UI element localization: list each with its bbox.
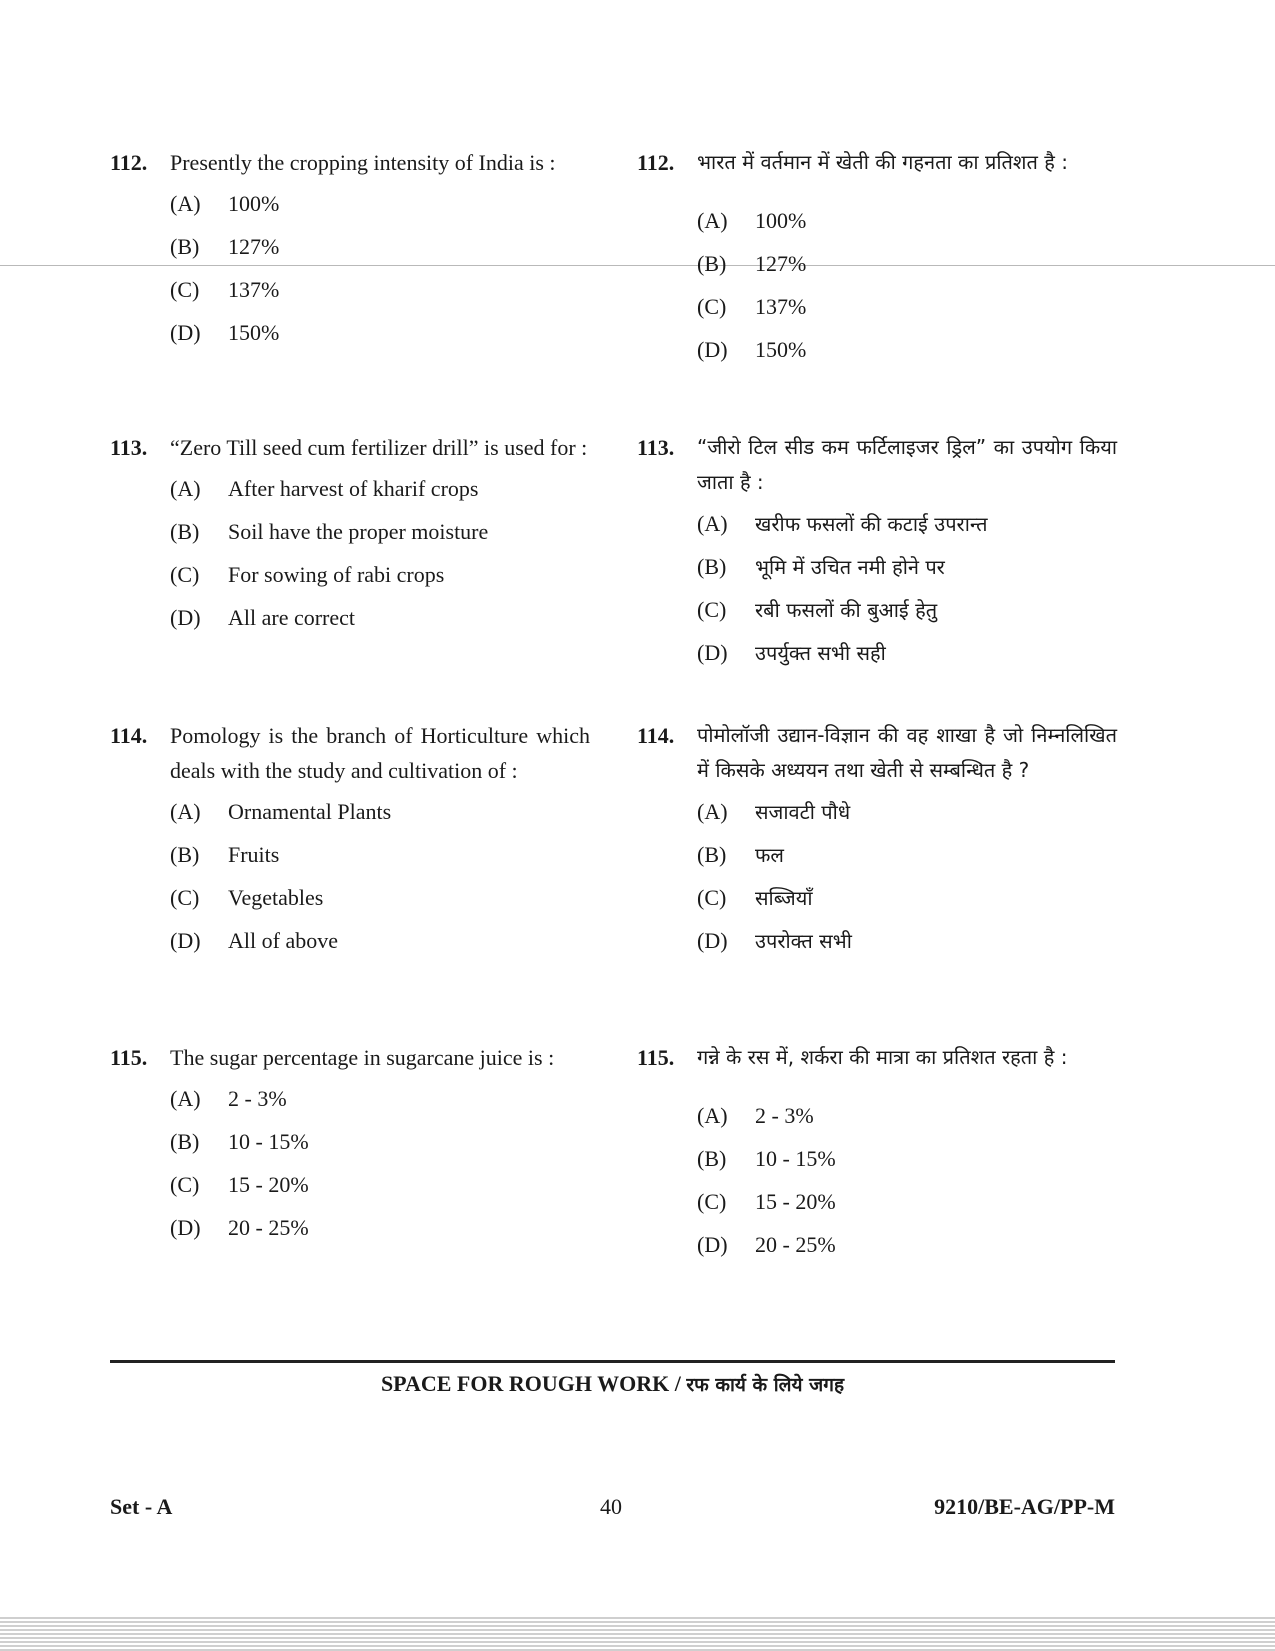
option-text: 20 - 25% (755, 1232, 836, 1257)
option-b (637, 1143, 1117, 1186)
option-text: Soil have the proper moisture (228, 519, 489, 544)
option-a (637, 508, 1117, 551)
option-text: खरीफ फसलों की कटाई उपरान्त (755, 512, 988, 536)
option-label: (D) (697, 640, 728, 665)
question-112-hi (637, 145, 1117, 377)
question-number: 115. (637, 1045, 675, 1070)
option-text: 100% (755, 208, 807, 233)
paper-code: 9210/BE-AG/PP-M (934, 1494, 1115, 1519)
option-label: (A) (170, 191, 201, 216)
option-label: (A) (170, 1086, 201, 1111)
option-label: (C) (170, 277, 200, 302)
option-text: 10 - 15% (228, 1129, 309, 1154)
question-113-hi (637, 430, 1117, 680)
option-text: After harvest of kharif crops (228, 476, 479, 501)
option-label: (A) (170, 476, 201, 501)
option-c (110, 882, 590, 925)
option-label: (D) (697, 928, 728, 953)
option-a (637, 1100, 1117, 1143)
question-text: Pomology is the branch of Horticulture which deals with the study and cultivation of : (170, 723, 590, 783)
option-c (637, 594, 1117, 637)
question-112-en (110, 145, 590, 360)
option-label: (B) (170, 842, 200, 867)
option-text: 10 - 15% (755, 1146, 836, 1171)
page-number: 40 (600, 1494, 622, 1519)
option-label: (D) (697, 337, 728, 362)
option-d (637, 925, 1117, 968)
option-text: भूमि में उचित नमी होने पर (755, 555, 945, 579)
option-d (110, 925, 590, 968)
option-text: 20 - 25% (228, 1215, 309, 1240)
option-text: All are correct (228, 605, 356, 630)
option-text: उपरोक्त सभी (755, 929, 852, 953)
question-114-en (110, 718, 590, 968)
option-text: Fruits (228, 842, 280, 867)
option-label: (B) (170, 519, 200, 544)
option-a (637, 796, 1117, 839)
option-c (637, 291, 1117, 334)
question-number: 112. (110, 150, 148, 175)
question-number: 112. (637, 150, 675, 175)
option-d (637, 637, 1117, 680)
option-d (110, 317, 590, 360)
option-label: (B) (697, 842, 727, 867)
question-text: Presently the cropping intensity of India is : (170, 150, 556, 175)
option-text: 127% (228, 234, 280, 259)
option-label: (D) (170, 928, 201, 953)
scan-bottom-band (0, 1615, 1275, 1651)
option-label: (C) (170, 1172, 200, 1197)
question-number: 113. (637, 435, 675, 460)
option-label: (B) (697, 1146, 727, 1171)
option-b (110, 516, 590, 559)
option-label: (D) (697, 1232, 728, 1257)
rough-work-divider (110, 1360, 1115, 1363)
english-column (110, 0, 590, 1651)
option-label: (B) (697, 251, 727, 276)
option-text: सजावटी पौधे (755, 800, 851, 824)
option-text: 150% (228, 320, 280, 345)
question-number: 114. (637, 723, 675, 748)
option-d (637, 334, 1117, 377)
option-label: (C) (697, 294, 727, 319)
option-a (110, 796, 590, 839)
option-text: 15 - 20% (755, 1189, 836, 1214)
option-text: 2 - 3% (228, 1086, 287, 1111)
option-a (110, 188, 590, 231)
option-text: रबी फसलों की बुआई हेतु (755, 598, 938, 622)
question-number: 113. (110, 435, 148, 460)
question-text: The sugar percentage in sugarcane juice is : (170, 1045, 555, 1070)
option-a (110, 473, 590, 516)
option-b (637, 839, 1117, 882)
option-text: 150% (755, 337, 807, 362)
option-text: 137% (228, 277, 280, 302)
option-c (110, 1169, 590, 1212)
question-number: 115. (110, 1045, 148, 1070)
option-text: Ornamental Plants (228, 799, 392, 824)
option-label: (A) (697, 799, 728, 824)
option-c (637, 882, 1117, 925)
question-115-en (110, 1040, 590, 1255)
option-b (637, 248, 1117, 291)
option-label: (A) (170, 799, 201, 824)
option-label: (D) (170, 1215, 201, 1240)
option-label: (A) (697, 1103, 728, 1128)
option-label: (C) (170, 562, 200, 587)
question-number: 114. (110, 723, 148, 748)
option-a (637, 205, 1117, 248)
question-114-hi (637, 718, 1117, 968)
option-text: सब्जियाँ (755, 886, 813, 910)
option-text: Vegetables (228, 885, 324, 910)
option-c (637, 1186, 1117, 1229)
option-b (110, 231, 590, 274)
question-text: पोमोलॉजी उद्यान-विज्ञान की वह शाखा है जो निम्नलिखित में किसके अध्ययन तथा खेती से सम्बन्धित है ? (697, 723, 1117, 782)
option-label: (C) (170, 885, 200, 910)
question-115-hi (637, 1040, 1117, 1272)
option-label: (A) (697, 511, 728, 536)
option-text: 100% (228, 191, 280, 216)
option-label: (C) (697, 597, 727, 622)
option-text: 127% (755, 251, 807, 276)
option-text: For sowing of rabi crops (228, 562, 445, 587)
option-text: उपर्युक्त सभी सही (755, 641, 886, 665)
option-d (110, 1212, 590, 1255)
rough-work-english: SPACE FOR ROUGH WORK (380, 1371, 670, 1396)
option-label: (D) (170, 605, 201, 630)
option-label: (B) (170, 1129, 200, 1154)
option-text: 137% (755, 294, 807, 319)
rough-work-hindi: रफ कार्य के लिये जगह (686, 1374, 845, 1396)
set-label: Set - A (110, 1494, 173, 1519)
option-text: 15 - 20% (228, 1172, 309, 1197)
rough-work-separator: / (674, 1371, 681, 1396)
option-b (110, 1126, 590, 1169)
option-label: (B) (697, 554, 727, 579)
option-label: (C) (697, 885, 727, 910)
option-d (637, 1229, 1117, 1272)
question-text: गन्ने के रस में, शर्करा की मात्रा का प्रतिशत रहता है : (697, 1045, 1068, 1069)
option-d (110, 602, 590, 645)
option-b (110, 839, 590, 882)
option-c (110, 274, 590, 317)
option-label: (D) (170, 320, 201, 345)
option-c (110, 559, 590, 602)
question-text: “Zero Till seed cum fertilizer drill” is used for : (170, 435, 588, 460)
option-a (110, 1083, 590, 1126)
option-label: (A) (697, 208, 728, 233)
option-text: 2 - 3% (755, 1103, 814, 1128)
question-113-en (110, 430, 590, 645)
question-text: “जीरो टिल सीड कम फर्टिलाइजर ड्रिल” का उपयोग किया जाता है : (697, 435, 1117, 494)
hindi-column (637, 0, 1117, 1651)
question-text: भारत में वर्तमान में खेती की गहनता का प्रतिशत है : (697, 150, 1068, 174)
option-b (637, 551, 1117, 594)
option-label: (B) (170, 234, 200, 259)
rough-work-heading (110, 1367, 1115, 1402)
option-text: All of above (228, 928, 338, 953)
option-text: फल (755, 843, 784, 867)
option-label: (C) (697, 1189, 727, 1214)
